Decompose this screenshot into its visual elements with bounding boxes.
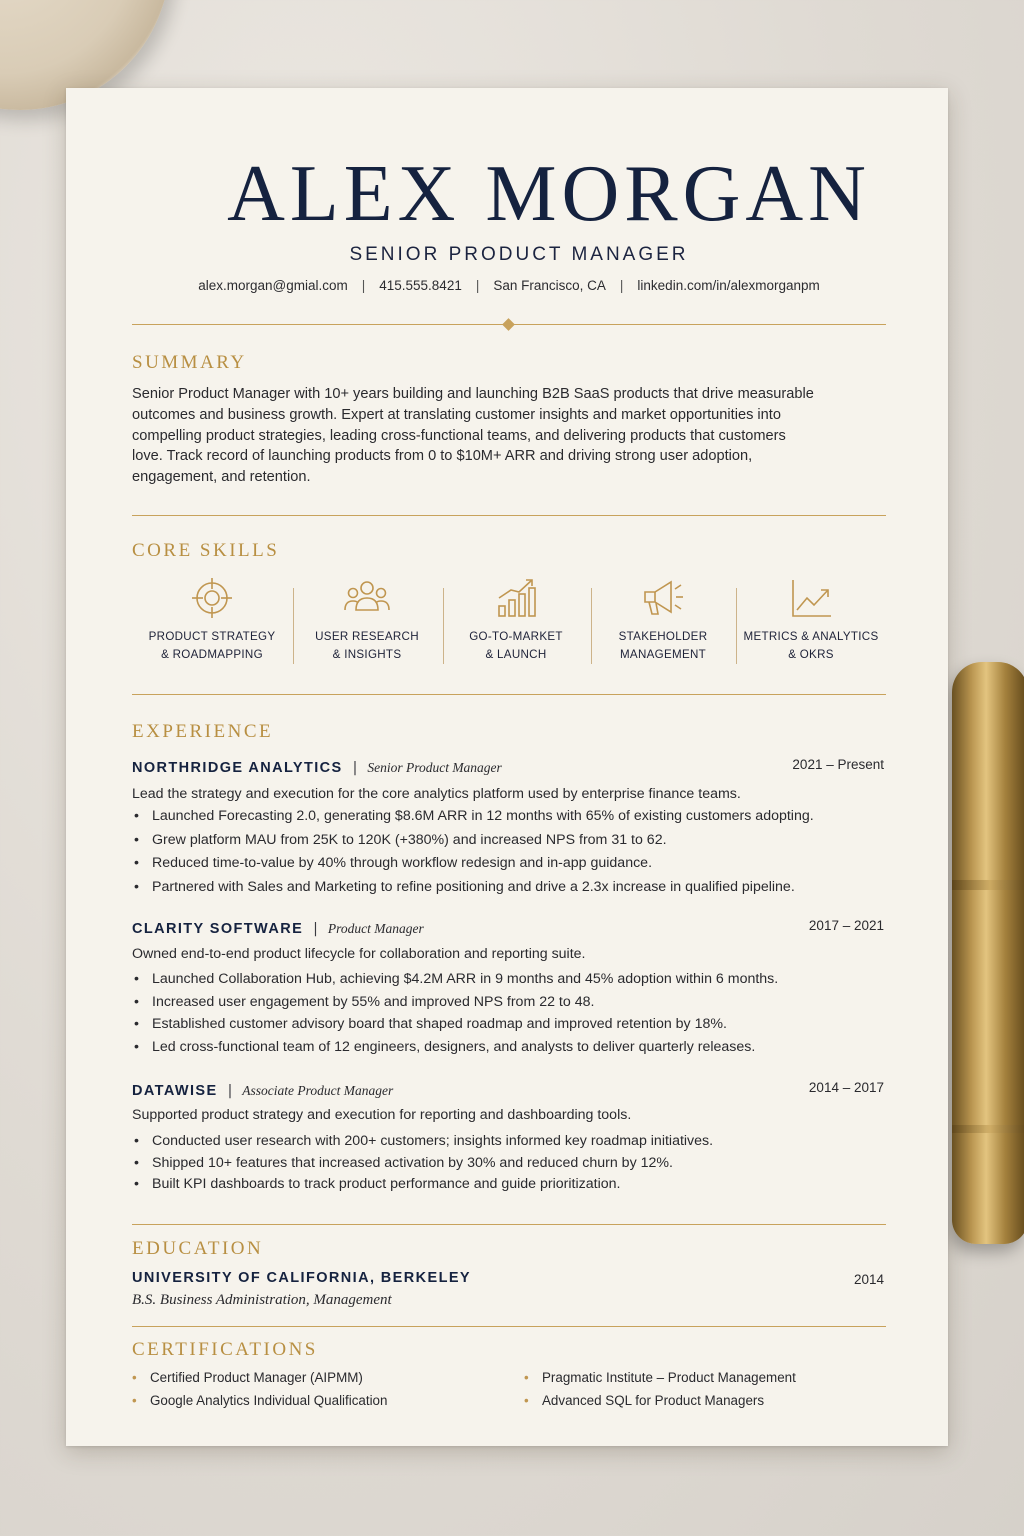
summary-text bbox=[132, 384, 872, 488]
job-bullets bbox=[132, 1133, 886, 1198]
skill-divider bbox=[443, 588, 444, 664]
contact-separator: | bbox=[619, 278, 624, 293]
job-role: Associate Product Manager bbox=[242, 1083, 394, 1098]
summary-heading: SUMMARY bbox=[132, 352, 247, 373]
skill-user-research bbox=[292, 576, 442, 666]
job-intro: Owned end-to-end product lifecycle for collaboration and reporting suite. bbox=[132, 946, 586, 962]
job-bullet: • Launched Forecasting 2.0, generating $8.6M ARR in 12 months with 65% of existing customers adopting. bbox=[132, 808, 886, 832]
job-separator: | bbox=[352, 760, 358, 776]
target-icon bbox=[190, 576, 234, 620]
skill-label: STAKEHOLDER MANAGEMENT bbox=[618, 630, 708, 661]
contact-email[interactable]: alex.morgan@gmial.com bbox=[198, 278, 348, 293]
education-school: UNIVERSITY OF CALIFORNIA, BERKELEY bbox=[132, 1270, 471, 1286]
contact-separator: | bbox=[361, 278, 366, 293]
job-company: NORTHRIDGE ANALYTICS bbox=[132, 760, 343, 776]
skill-divider bbox=[293, 588, 294, 664]
job-company: DATAWISE bbox=[132, 1083, 218, 1099]
job-dates: 2014 – 2017 bbox=[808, 1080, 884, 1095]
job-intro: Lead the strategy and execution for the core analytics platform used by enterprise finance teams. bbox=[132, 786, 741, 802]
skills-heading: CORE SKILLS bbox=[132, 540, 280, 561]
gold-pen bbox=[952, 662, 1024, 1244]
job-role: Senior Product Manager bbox=[367, 760, 502, 775]
job-intro: Supported product strategy and execution for reporting and dashboarding tools. bbox=[132, 1107, 632, 1123]
job-bullet: • Established customer advisory board that shaped roadmap and improved retention by 18%. bbox=[132, 1016, 886, 1039]
line-chart-icon bbox=[789, 576, 833, 620]
job-bullet: • Built KPI dashboards to track product performance and guide prioritization. bbox=[132, 1176, 886, 1198]
contact-separator: | bbox=[475, 278, 480, 293]
job-bullet: • Launched Collaboration Hub, achieving $4.2M ARR in 9 months and 45% adoption within 6 months. bbox=[132, 971, 886, 994]
certifications-heading: CERTIFICATIONS bbox=[132, 1339, 318, 1360]
education-degree: B.S. Business Administration, Management bbox=[132, 1292, 392, 1308]
skill-label: GO-TO-MARKET & LAUNCH bbox=[469, 630, 563, 661]
job-header bbox=[132, 757, 886, 777]
skill-go-to-market bbox=[442, 576, 590, 666]
skill-metrics-analytics bbox=[736, 576, 886, 666]
job-bullet: • Reduced time-to-value by 40% through workflow redesign and in-app guidance. bbox=[132, 855, 886, 879]
job-bullets bbox=[132, 971, 886, 1061]
section-divider bbox=[132, 1224, 886, 1225]
education-heading: EDUCATION bbox=[132, 1238, 264, 1259]
skill-divider bbox=[736, 588, 737, 664]
certification-item: • Pragmatic Institute – Product Management bbox=[524, 1370, 796, 1385]
contact-location: San Francisco, CA bbox=[493, 278, 606, 293]
summary-line: outcomes and business growth. Expert at translating customer insights and market opportunities into bbox=[132, 406, 781, 423]
job-bullet: • Partnered with Sales and Marketing to refine positioning and drive a 2.3x increase in qualified pipeline. bbox=[132, 879, 886, 903]
section-divider bbox=[132, 694, 886, 695]
bar-chart-icon bbox=[494, 576, 538, 620]
diamond-ornament-icon bbox=[502, 318, 515, 331]
pen-band bbox=[952, 880, 1024, 890]
skill-stakeholder-management bbox=[590, 576, 736, 666]
contact-line bbox=[132, 278, 886, 293]
job-bullet: • Led cross-functional team of 12 engineers, designers, and analysts to deliver quarterly releases. bbox=[132, 1039, 886, 1062]
section-divider bbox=[132, 1326, 886, 1327]
job-dates: 2021 – Present bbox=[792, 757, 884, 772]
experience-heading: EXPERIENCE bbox=[132, 721, 274, 742]
job-bullet: • Conducted user research with 200+ customers; insights informed key roadmap initiatives. bbox=[132, 1133, 886, 1155]
certification-item: • Google Analytics Individual Qualification bbox=[132, 1393, 387, 1408]
summary-line: engagement, and retention. bbox=[132, 469, 311, 486]
certification-item: • Advanced SQL for Product Managers bbox=[524, 1393, 764, 1408]
summary-line: love. Track record of launching products from 0 to $10M+ ARR and driving strong user adoption, bbox=[132, 448, 753, 465]
education-year: 2014 bbox=[853, 1272, 884, 1287]
contact-linkedin[interactable]: linkedin.com/in/alexmorganpm bbox=[637, 278, 820, 293]
job-header bbox=[132, 1080, 886, 1100]
summary-line: Senior Product Manager with 10+ years building and launching B2B SaaS products that drive measurable bbox=[132, 386, 814, 402]
skill-product-strategy bbox=[132, 576, 292, 666]
job-separator: | bbox=[227, 1083, 233, 1099]
contact-phone[interactable]: 415.555.8421 bbox=[379, 278, 462, 293]
certification-item: • Certified Product Manager (AIPMM) bbox=[132, 1370, 363, 1385]
job-role: Product Manager bbox=[327, 921, 424, 936]
pen-band-lower bbox=[952, 1125, 1024, 1133]
resume-page bbox=[66, 88, 948, 1446]
skill-label: METRICS & ANALYTICS & OKRS bbox=[743, 630, 879, 661]
job-bullet: • Shipped 10+ features that increased activation by 30% and reduced churn by 12%. bbox=[132, 1155, 886, 1177]
section-divider bbox=[132, 515, 886, 516]
job-bullet: • Increased user engagement by 55% and improved NPS from 22 to 48. bbox=[132, 994, 886, 1017]
candidate-name: ALEX MORGAN bbox=[227, 150, 871, 238]
skill-label: USER RESEARCH & INSIGHTS bbox=[315, 630, 419, 661]
job-dates: 2017 – 2021 bbox=[808, 918, 884, 933]
job-bullets bbox=[132, 808, 886, 902]
users-icon bbox=[343, 576, 391, 620]
job-separator: | bbox=[313, 921, 318, 937]
job-company: CLARITY SOFTWARE bbox=[132, 921, 304, 937]
summary-line: compelling product strategies, leading cross-functional teams, and delivering products that customers bbox=[132, 427, 786, 444]
candidate-title: SENIOR PRODUCT MANAGER bbox=[349, 244, 689, 265]
skills-row bbox=[132, 576, 886, 666]
job-header bbox=[132, 918, 886, 938]
megaphone-icon bbox=[639, 576, 687, 620]
skill-divider bbox=[591, 588, 592, 664]
job-bullet: • Grew platform MAU from 25K to 120K (+380%) and increased NPS from 31 to 62. bbox=[132, 832, 886, 856]
skill-label: PRODUCT STRATEGY & ROADMAPPING bbox=[148, 630, 276, 661]
